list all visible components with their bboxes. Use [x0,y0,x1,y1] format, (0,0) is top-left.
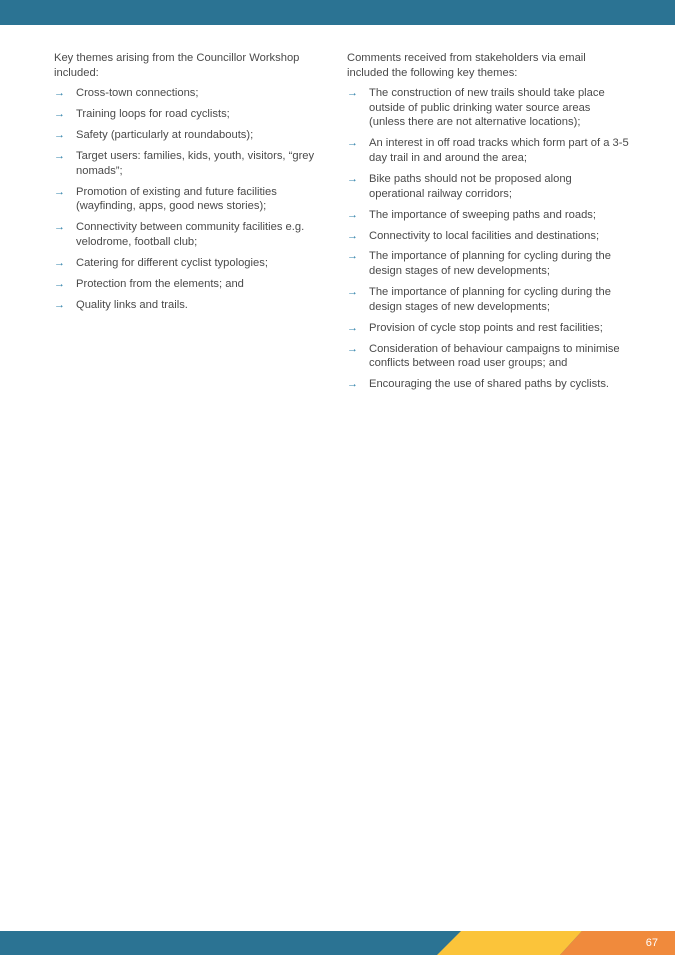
list-item: → Bike paths should not be proposed along operational railway corridors; [347,172,572,200]
footer-stripes [0,931,675,955]
right-column [347,51,629,398]
arrow-right-icon: → [347,208,358,221]
left-theme-list [54,86,326,312]
arrow-right-icon: → [54,150,65,163]
arrow-right-icon: → [347,342,358,355]
header-bar [0,0,675,25]
footer-bar [0,931,675,955]
arrow-right-icon: → [347,321,358,334]
arrow-right-icon: → [54,277,65,290]
left-column [54,51,326,319]
list-item: → An interest in off road tracks which form part of a 3-5 day trail in and around the area; [347,137,629,164]
list-item: → Promotion of existing and future facilities (wayfinding, apps, good news stories); [54,185,277,213]
list-item: → Target users: families, kids, youth, visitors, “grey nomads”; [54,150,315,177]
list-item: → The construction of new trails should take place outside of public drinking water source areas (unless there are not alternative locations); [347,87,605,129]
arrow-right-icon: → [347,250,358,263]
list-item: → The importance of planning for cycling during the design stages of new developments; [347,250,611,278]
arrow-right-icon: → [54,108,65,121]
list-item: → Protection from the elements; and [54,277,244,290]
list-item: → Training loops for road cyclists; [54,108,230,121]
list-item: → Connectivity between community facilities e.g. velodrome, football club; [54,221,305,248]
right-theme-list [347,86,629,392]
list-item: → The importance of sweeping paths and roads; [347,208,596,221]
list-item: → Cross-town connections; [54,87,199,100]
arrow-right-icon: → [54,87,65,100]
arrow-right-icon: → [54,256,65,269]
arrow-right-icon: → [347,87,358,100]
arrow-right-icon: → [54,185,65,198]
list-item: → Safety (particularly at roundabouts); [54,129,254,142]
left-intro: Key themes arising from the Councillor Workshop included: [54,52,300,79]
arrow-right-icon: → [347,137,358,150]
arrow-right-icon: → [54,129,65,142]
page-number: 67 [645,937,658,949]
footer-yellow-band [437,931,582,955]
arrow-right-icon: → [54,221,65,234]
arrow-right-icon: → [347,286,358,299]
list-item: → Quality links and trails. [54,298,188,311]
list-item: → Encouraging the use of shared paths by cyclists. [347,378,610,391]
list-item: → Catering for different cyclist typologies; [54,256,268,269]
arrow-right-icon: → [54,298,65,311]
list-item: → Connectivity to local facilities and destinations; [347,229,600,242]
list-item: → The importance of planning for cycling during the design stages of new developments; [347,286,611,313]
arrow-right-icon: → [347,229,358,242]
right-intro: Comments received from stakeholders via email included the following key themes: [347,52,586,79]
arrow-right-icon: → [347,378,358,391]
arrow-right-icon: → [347,172,358,185]
list-item: → Consideration of behaviour campaigns to minimise conflicts between road user groups; and [347,342,620,370]
list-item: → Provision of cycle stop points and rest facilities; [347,321,603,334]
